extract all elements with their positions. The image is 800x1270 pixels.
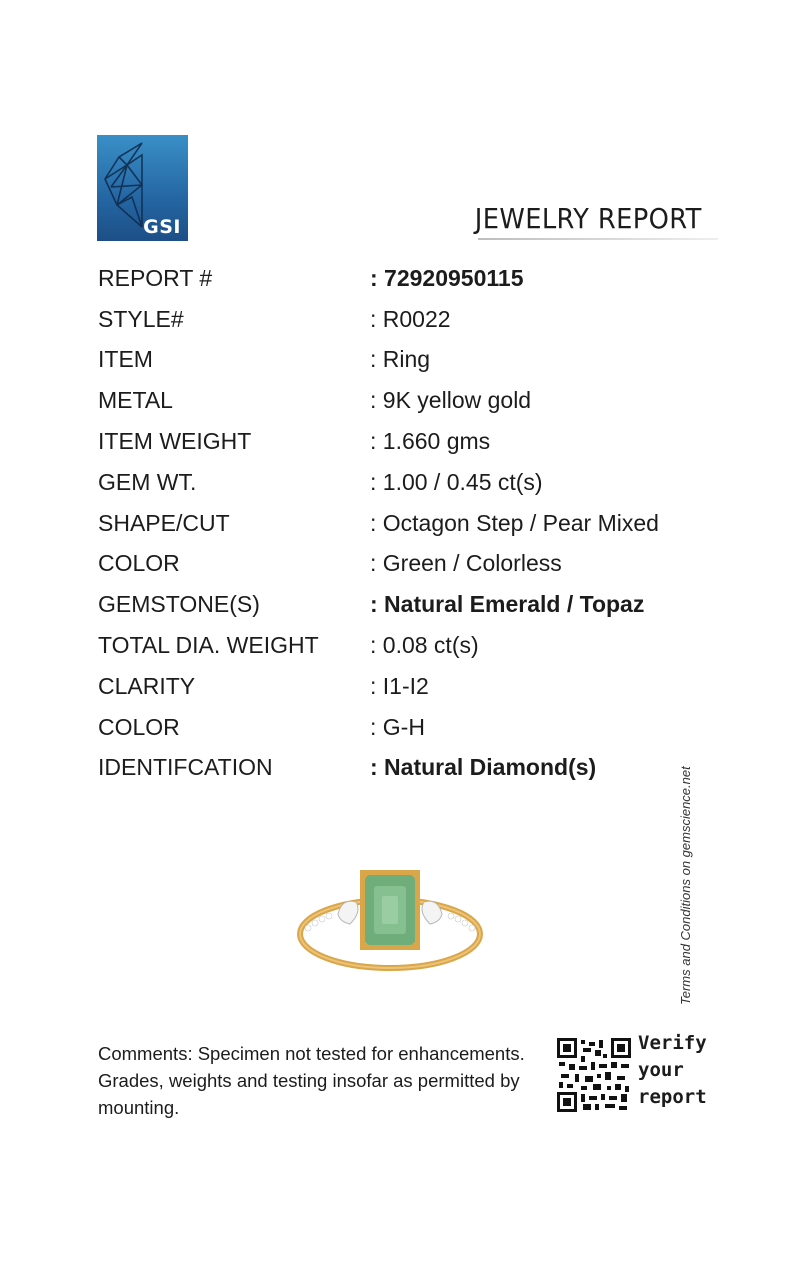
comments-text: [98, 1040, 548, 1121]
title-divider: [478, 238, 718, 240]
verify-line: your: [638, 1059, 684, 1081]
report-fields: [98, 258, 718, 788]
report-title: JEWELRY REPORT: [474, 202, 702, 235]
terms-conditions: Terms and Conditions on gemscience.net: [678, 766, 693, 1005]
field-label: CLARITY: [98, 672, 196, 699]
field-label: IDENTIFCATION: [98, 754, 273, 781]
field-value: : 72920950115: [370, 264, 524, 291]
field-label: GEMSTONE(S): [98, 591, 260, 618]
field-label: ITEM: [98, 346, 153, 373]
field-row: [98, 707, 718, 748]
gsi-logo: [97, 135, 188, 241]
field-value: : I1-I2: [370, 672, 429, 699]
field-label: COLOR: [98, 550, 180, 577]
qr-code-icon[interactable]: [557, 1038, 631, 1112]
verify-line: report: [638, 1086, 707, 1108]
field-value: : Natural Emerald / Topaz: [370, 591, 645, 618]
field-row: [98, 299, 718, 340]
verify-line: Verify: [638, 1032, 707, 1054]
field-label: TOTAL DIA. WEIGHT: [98, 632, 319, 659]
field-value: : G-H: [370, 713, 425, 740]
field-row: [98, 503, 718, 544]
field-value: : Green / Colorless: [370, 550, 562, 577]
field-value: : 1.00 / 0.45 ct(s): [370, 468, 543, 495]
field-value: : Octagon Step / Pear Mixed: [370, 509, 659, 536]
field-value: : 0.08 ct(s): [370, 632, 479, 659]
field-row: [98, 380, 718, 421]
field-row: [98, 340, 718, 381]
field-value: : 9K yellow gold: [370, 387, 532, 414]
field-row: [98, 625, 718, 666]
field-label: STYLE#: [98, 305, 184, 332]
field-row: [98, 544, 718, 585]
field-label: SHAPE/CUT: [98, 509, 230, 536]
field-value: : 1.660 gms: [370, 428, 491, 455]
field-row: [98, 462, 718, 503]
field-row: [98, 748, 718, 789]
ring-photo: [290, 862, 490, 977]
field-label: COLOR: [98, 713, 180, 740]
field-row: [98, 258, 718, 299]
field-row: [98, 584, 718, 625]
field-value: : Natural Diamond(s): [370, 754, 597, 781]
comments-line: mounting.: [98, 1097, 180, 1118]
verify-report-link[interactable]: [638, 1030, 707, 1111]
field-label: METAL: [98, 387, 173, 414]
comments-line: Comments: Specimen not tested for enhancements.: [98, 1043, 525, 1064]
field-label: REPORT #: [98, 264, 213, 291]
field-row: [98, 666, 718, 707]
field-value: : R0022: [370, 305, 451, 332]
field-label: ITEM WEIGHT: [98, 428, 252, 455]
field-row: [98, 421, 718, 462]
logo-text: GSI: [143, 216, 181, 238]
field-label: GEM WT.: [98, 468, 197, 495]
field-value: : Ring: [370, 346, 431, 373]
comments-line: Grades, weights and testing insofar as permitted by: [98, 1070, 520, 1091]
